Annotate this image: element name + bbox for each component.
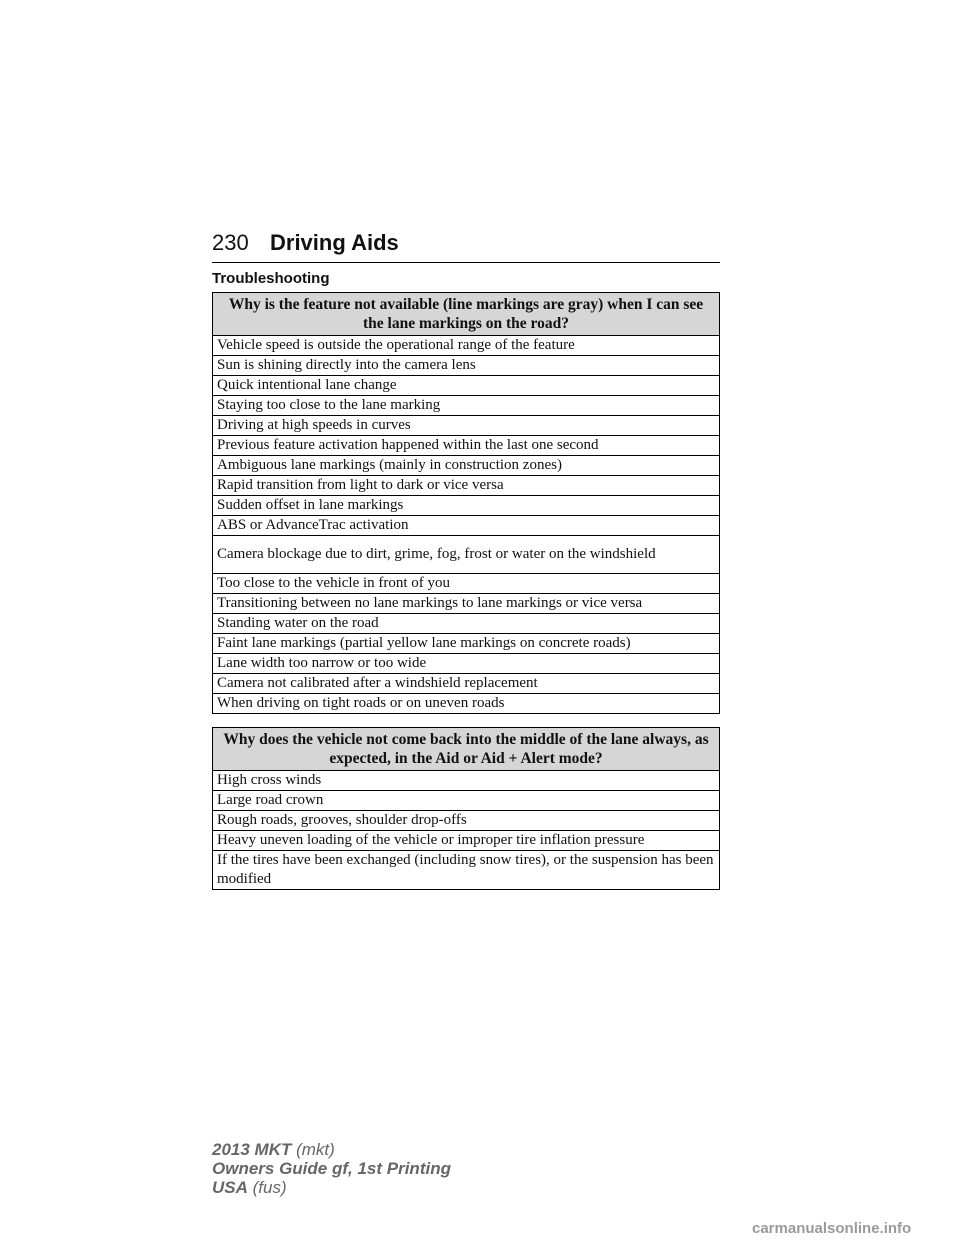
cause-cell: Faint lane markings (partial yellow lane markings on concrete roads) [213, 634, 720, 654]
table-row [213, 376, 720, 396]
table-row [213, 336, 720, 356]
cause-cell: Quick intentional lane change [213, 376, 720, 396]
cause-cell: High cross winds [213, 771, 720, 791]
footer-market: USA [212, 1178, 248, 1197]
cause-cell: Heavy uneven loading of the vehicle or improper tire inflation pressure [213, 831, 720, 851]
troubleshooting-table-centering [212, 727, 720, 890]
table-row [213, 396, 720, 416]
cause-cell: Rough roads, grooves, shoulder drop-offs [213, 811, 720, 831]
cause-cell: Standing water on the road [213, 614, 720, 634]
table-row [213, 614, 720, 634]
table-row [213, 476, 720, 496]
cause-cell: If the tires have been exchanged (including snow tires), or the suspension has been modified [213, 851, 720, 890]
table-row [213, 574, 720, 594]
cause-cell: Sun is shining directly into the camera lens [213, 356, 720, 376]
cause-cell: Driving at high speeds in curves [213, 416, 720, 436]
table-row [213, 536, 720, 574]
footer-line-1 [212, 1140, 451, 1159]
question-header: Why does the vehicle not come back into the middle of the lane always, as expected, in the Aid or Aid + Alert mode? [213, 728, 720, 771]
table-header-row [213, 293, 720, 336]
table-row [213, 811, 720, 831]
table-row [213, 694, 720, 714]
cause-cell: Staying too close to the lane marking [213, 396, 720, 416]
table-row [213, 634, 720, 654]
table-row [213, 356, 720, 376]
cause-cell: Transitioning between no lane markings to lane markings or vice versa [213, 594, 720, 614]
cause-cell: Camera blockage due to dirt, grime, fog, frost or water on the windshield [213, 536, 720, 574]
table-row [213, 496, 720, 516]
section-title: Driving Aids [270, 230, 399, 255]
cause-cell: Rapid transition from light to dark or vice versa [213, 476, 720, 496]
table-row [213, 416, 720, 436]
cause-cell: ABS or AdvanceTrac activation [213, 516, 720, 536]
cause-cell: Lane width too narrow or too wide [213, 654, 720, 674]
footer-line-2: Owners Guide gf, 1st Printing [212, 1159, 451, 1178]
table-row [213, 771, 720, 791]
table-row [213, 851, 720, 890]
table-row [213, 594, 720, 614]
troubleshooting-heading: Troubleshooting [212, 270, 330, 287]
watermark: carmanualsonline.info [752, 1220, 912, 1237]
table-header-row [213, 728, 720, 771]
cause-cell: Too close to the vehicle in front of you [213, 574, 720, 594]
footer-model-code: (mkt) [296, 1140, 335, 1159]
table-row [213, 831, 720, 851]
cause-cell: Large road crown [213, 791, 720, 811]
cause-cell: Vehicle speed is outside the operational range of the feature [213, 336, 720, 356]
table-row [213, 674, 720, 694]
table-row [213, 791, 720, 811]
table-row [213, 456, 720, 476]
page-header [212, 228, 720, 263]
footer-line-3 [212, 1178, 451, 1197]
footer-market-code: (fus) [252, 1178, 287, 1197]
table-row [213, 516, 720, 536]
table-row [213, 436, 720, 456]
page-number: 230 [212, 230, 249, 255]
print-footer [212, 1140, 451, 1197]
troubleshooting-table-availability [212, 292, 720, 714]
cause-cell: Ambiguous lane markings (mainly in construction zones) [213, 456, 720, 476]
cause-cell: When driving on tight roads or on uneven roads [213, 694, 720, 714]
cause-cell: Previous feature activation happened within the last one second [213, 436, 720, 456]
cause-cell: Camera not calibrated after a windshield replacement [213, 674, 720, 694]
question-header: Why is the feature not available (line markings are gray) when I can see the lane markings on the road? [213, 293, 720, 336]
table-row [213, 654, 720, 674]
footer-model: 2013 MKT [212, 1140, 292, 1159]
cause-cell: Sudden offset in lane markings [213, 496, 720, 516]
